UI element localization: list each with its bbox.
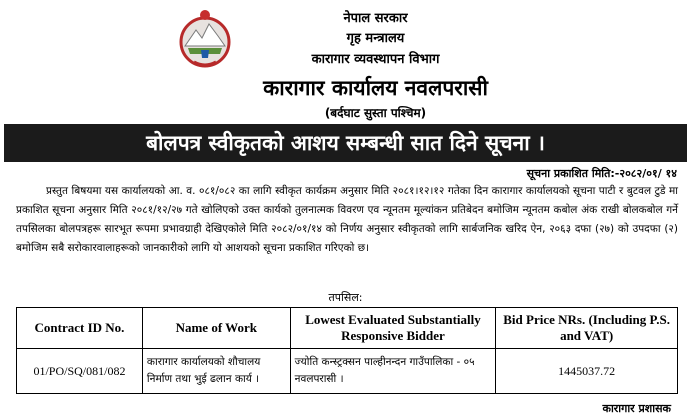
schedule-label: तपसिल: xyxy=(328,291,363,304)
cell-contract-id: 01/PO/SQ/081/082 xyxy=(17,349,143,394)
table-header-row xyxy=(17,308,678,349)
notice-body xyxy=(16,182,678,258)
government-name: नेपाल सरकार xyxy=(343,11,408,26)
header-name-of-work: Name of Work xyxy=(142,308,290,349)
published-date: सूचना प्रकाशित मिति:-२०८२/०१/ १४ xyxy=(526,167,677,180)
notice-paragraph: प्रस्तुत बिषयमा यस कार्यालयको आ. व. ०८१/०८२ का लागि स्वीकृत कार्यक्रम अनुसार मिति २०८१।१२।१२ गतेका दिन कारागार कार्यालयको सूचना पाटी र बुटवल टुडे मा प्रकाशित सूचना अनुसार मिति २०८१/१२/२७ गते खोलिएको उक्त कार्यको तुलनात्मक विवरण एव न्यूनतम मूल्यांकन प्रतिबेदन बमोजिम न्यूनतम कबोल अंक राखी बोलकबोल गर्ने तपसिलका बोलपत्रहरू सारभूत रूपमा प्रभावग्राही देखिएकोले मिति २०८२/०१/१४ को निर्णय अनुसार स्वीकृतको लागि सार्बजनिक खरिद ऐन, २०६३ दफा (२७) को उपदफा (२) बमोजिम सबै सरोकारवालाहरूको जानकारीको लागि यो आशयको सूचना प्रकाशित गरिएको छ। xyxy=(16,185,678,254)
office-title: कारागार कार्यालय नवलपरासी xyxy=(263,76,488,100)
header-contract-id: Contract ID No. xyxy=(17,308,143,349)
signature-title: कारागार प्रशासक xyxy=(602,402,671,415)
notice-banner-title: बोलपत्र स्वीकृतको आशय सम्बन्धी सात दिने सूचना । xyxy=(4,124,687,162)
ministry-name: गृह मन्त्रालय xyxy=(346,31,405,46)
office-location: (बर्दघाट सुस्ता पश्चिम) xyxy=(324,106,427,120)
cell-bid-price: 1445037.72 xyxy=(496,349,678,394)
cell-work: कारागार कार्यालयको शौचालय निर्माण तथा भुई ढलान कार्य । xyxy=(142,349,290,394)
department-name: कारागार व्यवस्थापन विभाग xyxy=(311,52,440,67)
header-bid-price: Bid Price NRs. (Including P.S. and VAT) xyxy=(496,308,678,349)
cell-bidder: ज्योति कन्स्ट्रक्सन पाल्हीनन्दन गाउँपालिका - ०५ नवलपरासी । xyxy=(290,349,496,394)
table-row xyxy=(17,349,678,394)
bid-table xyxy=(16,307,678,394)
header-bidder: Lowest Evaluated Substantially Responsive Bidder xyxy=(290,308,496,349)
